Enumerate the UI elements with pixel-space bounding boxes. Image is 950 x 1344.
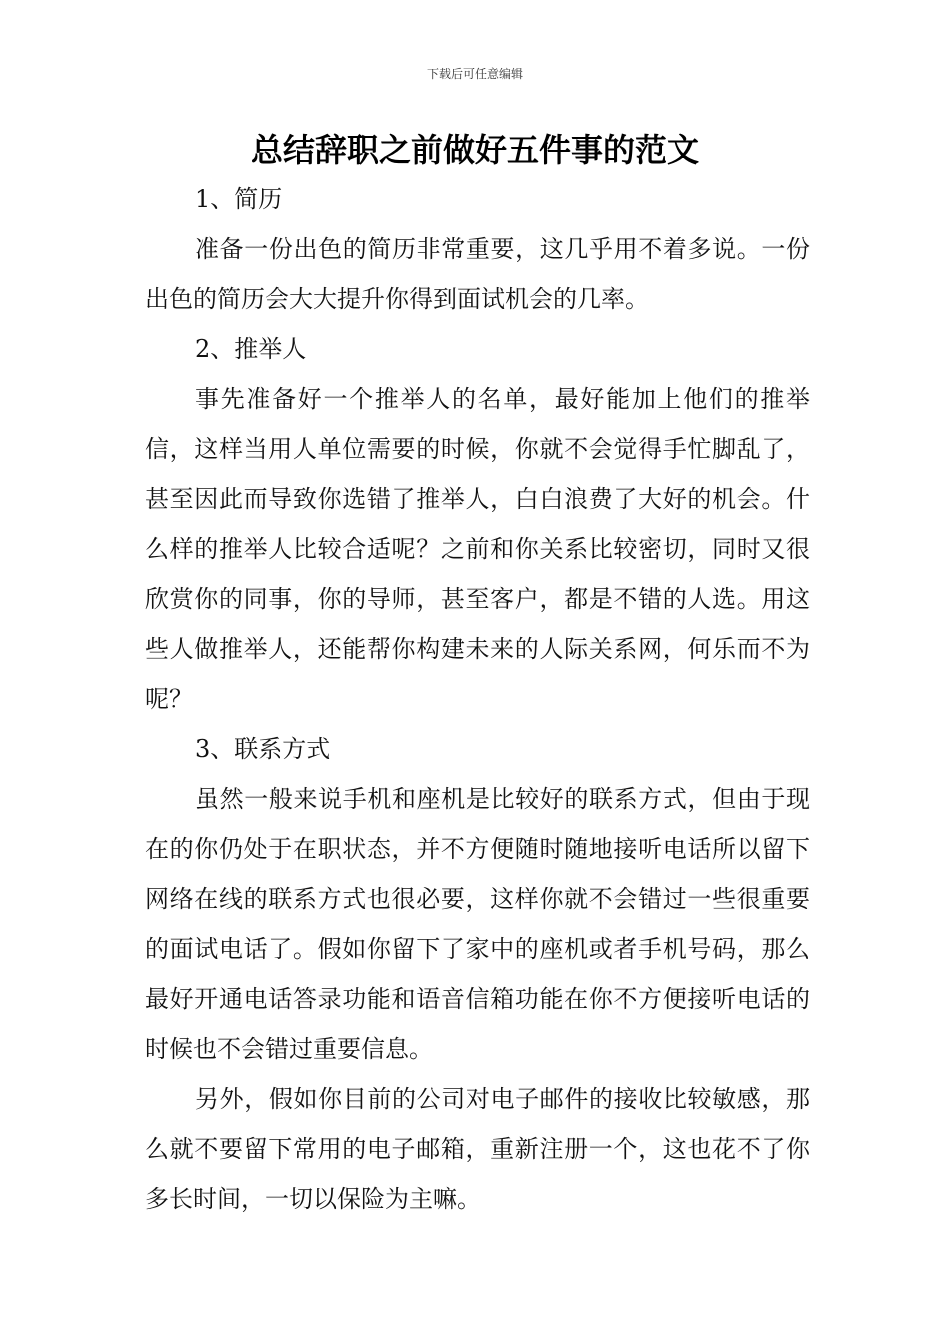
paragraph-referee: 事先准备好一个推举人的名单，最好能加上他们的推举信，这样当用人单位需要的时候，你就不会觉得手忙脚乱了，甚至因此而导致你选错了推举人，白白浪费了大好的机会。什么样的推举人比较合适呢？之前和你关系比较密切，同时又很欣赏你的同事，你的导师，甚至客户，都是不错的人选。用这些人做推举人，还能帮你构建未来的人际关系网，何乐而不为呢？: [145, 385, 810, 713]
section-heading-resume: 1、简历: [195, 185, 283, 213]
document-body: [145, 174, 810, 1224]
paragraph-resume: 准备一份出色的简历非常重要，这几乎用不着多说。一份出色的简历会大大提升你得到面试机会的几率。: [145, 235, 810, 313]
paragraph-email: 另外，假如你目前的公司对电子邮件的接收比较敏感，那么就不要留下常用的电子邮箱，重新注册一个，这也花不了你多长时间，一切以保险为主嘛。: [145, 1085, 810, 1213]
paragraph-contact: 虽然一般来说手机和座机是比较好的联系方式，但由于现在的你仍处于在职状态，并不方便随时随地接听电话所以留下网络在线的联系方式也很必要，这样你就不会错过一些很重要的面试电话了。假如你留下了家中的座机或者手机号码，那么最好开通电话答录功能和语音信箱功能在你不方便接听电话的时候也不会错过重要信息。: [145, 785, 810, 1063]
section-heading-contact: 3、联系方式: [195, 735, 331, 763]
header-note: 下载后可任意编辑: [426, 67, 523, 81]
section-heading-referee: 2、推举人: [195, 335, 307, 363]
document-title: 总结辞职之前做好五件事的范文: [250, 131, 699, 169]
